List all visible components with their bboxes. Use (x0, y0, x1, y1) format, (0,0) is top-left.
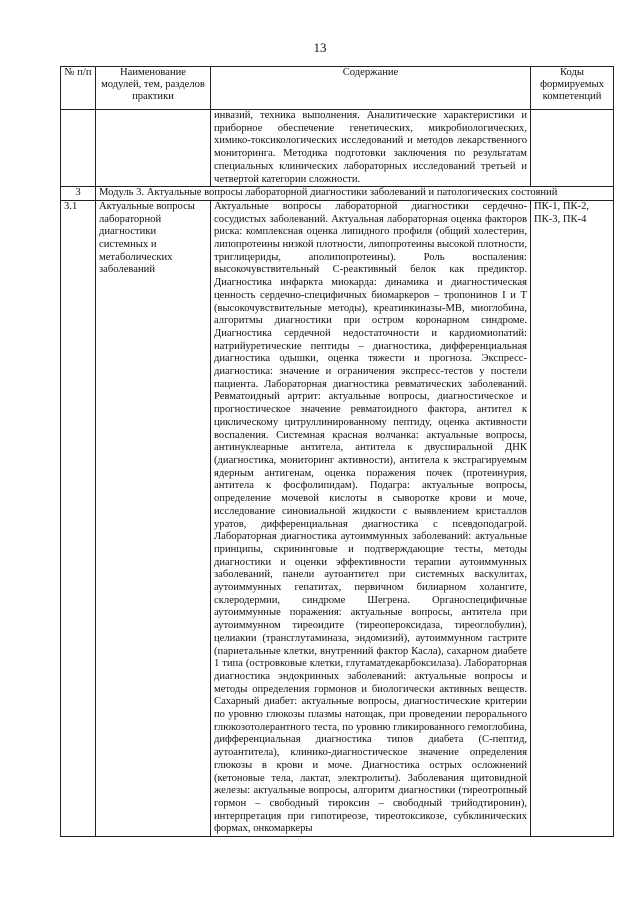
practice-content-table (60, 66, 614, 837)
continuation-number-cell (61, 110, 96, 187)
table-header-row (61, 67, 614, 110)
continuation-codes-cell (531, 110, 614, 187)
header-codes: Коды формируемых компетенций (531, 67, 614, 110)
header-number: № п/п (61, 67, 96, 110)
header-content: Содержание (211, 67, 531, 110)
continuation-content: инвазий, техника выполнения. Аналитические характеристики и приборное обеспечение генетических, микробиологических, химико-токсикологических исследований и методов лекарственного мониторинга. Методика подготовки заключения по результатам специальных клинических лабораторных исследований третьей и четвертой категории сложности. (211, 110, 531, 187)
continuation-row (61, 110, 614, 187)
section-codes: ПК-1, ПК-2, ПК-3, ПК-4 (531, 200, 614, 836)
section-row (61, 200, 614, 836)
module-number: 3 (61, 187, 96, 201)
section-number: 3.1 (61, 200, 96, 836)
module-title: Модуль 3. Актуальные вопросы лабораторной диагностики заболеваний и патологических состояний (96, 187, 614, 201)
page-number: 13 (313, 40, 327, 55)
continuation-name-cell (96, 110, 211, 187)
header-name: Наименование модулей, тем, разделов практики (96, 67, 211, 110)
section-content: Актуальные вопросы лабораторной диагностики сердечно-сосудистых заболеваний. Актуальная лабораторная оценка факторов риска: комплексная оценка липидного профиля (общий холестерин, липопротеины низкой плотности, липопротеины высокой плотности, триглицериды, аполипопротеины). Роль воспаления: высокочувствительный С-реактивный белок как предиктор. Диагностика инфаркта миокарда: динамика и диагностическая ценность сердечно-специфичных биомаркеров – тропонинов I и T (высокочувствительные методы), креатинкиназы-MB, миоглобина, алгоритмы диагностики при остром коронарном синдроме. Диагностика сердечной недостаточности и кардиомиопатий: натрийуретические пептиды – диагностика, дифференциальная диагностика одышки, оценка тяжести и прогноза. Экспресс-диагностика: значение и ограничения экспресс-тестов у постели пациента. Лабораторная диагностика ревматических заболеваний. Ревматоидный артрит: актуальные вопросы, диагностическое и прогностическое значение ревматоидного фактора, антител к циклическому цитруллинированному пептиду, оценка активности воспаления. Системная красная волчанка: актуальные вопросы, антинуклеарные антитела, антитела к двуспиральной ДНК (диагностика, мониторинг активности), антитела к экстрагируемым ядерным антигенам, оценка поражения почек (протеинурия, антитела к фосфолипидам). Подагра: актуальные вопросы, определение мочевой кислоты в сыворотке крови и моче, исследование синовиальной жидкости с выявлением кристаллов уратов, дифференциальная диагностика с псевдоподагрой. Лабораторная диагностика аутоиммунных заболеваний: актуальные принципы, скрининговые и подтверждающие тесты, методы диагностики и оценки эффективности терапии аутоиммунных заболеваний, панели аутоантител при системных васкулитах, аутоиммунных гепатитах, первичном билиарном холангите, склеродермии, синдроме Шегрена. Органоспецифичные аутоиммунные поражения: актуальные вопросы, антитела при аутоиммунном тиреоидите (тиреопероксидаза, тиреоглобулин), целиакии (трансглутаминаза, эндомизий), аутоиммунном гастрите (париетальные клетки, внутренний фактор Касла), сахарном диабете 1 типа (островковые клетки, глутаматдекарбоксилаза). Лабораторная диагностика эндокринных заболеваний: актуальные вопросы и методы определения гормонов и биологически активных веществ. Сахарный диабет: актуальные вопросы, диагностические критерии по уровню глюкозы плазмы натощак, при проведении перорального глюкозотолерантного теста, по уровню гликированного гемоглобина, дифференциальная диагностика типов диабета (С-пептид, аутоантитела), клинико-диагностическое значение определения глюкозы в крови и моче. Диагностика острых осложнений (кетоновые тела, лактат, электролиты). Заболевания щитовидной железы: актуальные вопросы, алгоритм диагностики (тиреотропный гормон – свободный тироксин – свободный трийодтиронин), интерпретация при гипотиреозе, тиреотоксикозе, субклинических формах, онкомаркеры (211, 200, 531, 836)
module-row (61, 187, 614, 201)
section-name: Актуальные вопросы лабораторной диагностики системных и метаболических заболеваний (96, 200, 211, 836)
